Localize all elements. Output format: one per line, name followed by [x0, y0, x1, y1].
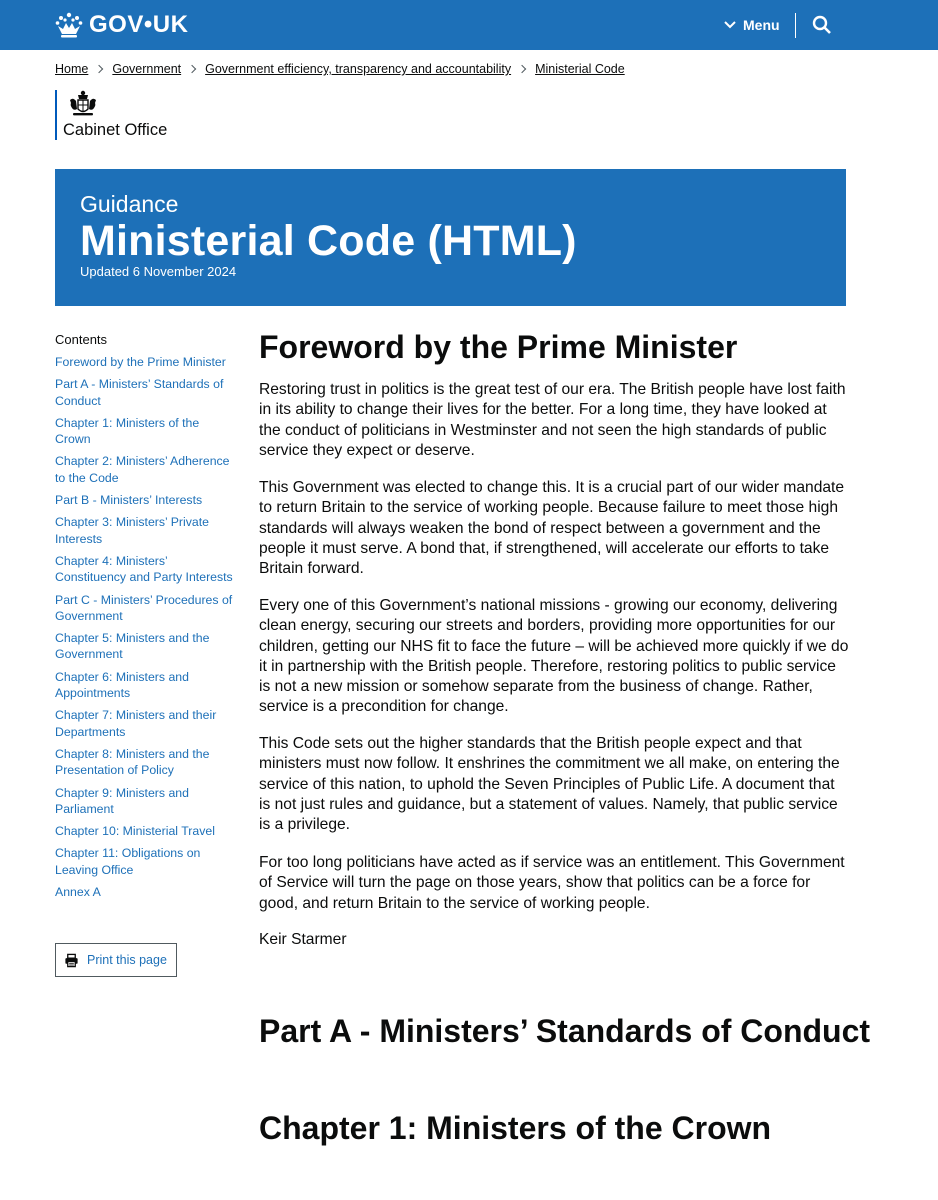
contents-link-chapter-6[interactable]	[55, 669, 235, 702]
contents-sidebar	[55, 332, 235, 906]
breadcrumb-government-link[interactable]: Government	[112, 62, 182, 76]
printer-icon	[64, 953, 79, 968]
contents-link-part-c[interactable]	[55, 592, 235, 625]
document-type: Guidance	[80, 191, 179, 217]
contents-link-label: Part A - Ministers’ Standards of Conduct	[55, 377, 224, 408]
contents-link-label: Chapter 6: Ministers and Appointments	[55, 669, 189, 701]
foreword-paragraph: This Code sets out the higher standards that the British people expect and that ministers must now follow. It enshrines the commitment we all make, on entering the service of this nation, to uphold the Seven Principles of Public Life. A document that is not just rules and guidance, but a statement of values. Namely, that public service is a privilege.	[259, 735, 840, 834]
contents-link-chapter-7[interactable]	[55, 707, 235, 740]
foreword-paragraph: For too long politicians have acted as if service was an entitlement. This Government of Service will turn the page on those years, show that politics can be a force for good, and return Britain to the service of working people.	[259, 854, 845, 912]
contents-link-label: Chapter 9: Ministers and Parliament	[55, 785, 189, 816]
contents-link-part-a[interactable]	[55, 376, 235, 409]
contents-link-label: Chapter 11: Obligations on Leaving Office	[55, 846, 201, 877]
contents-link-foreword[interactable]	[55, 354, 235, 370]
contents-link-label: Chapter 3: Ministers’ Private Interests	[55, 515, 209, 546]
royal-arms-icon	[67, 90, 99, 118]
contents-link-chapter-4[interactable]	[55, 553, 235, 586]
header-divider	[795, 13, 796, 38]
breadcrumb-home-link[interactable]: Home	[55, 62, 89, 76]
contents-link-label: Chapter 10: Ministerial Travel	[55, 824, 215, 839]
logo-text: GOV•UK	[89, 11, 189, 38]
search-button[interactable]	[810, 13, 834, 37]
updated-date: Updated 6 November 2024	[80, 264, 237, 279]
contents-link-label: Part B - Ministers’ Interests	[55, 493, 203, 508]
chevron-right-icon	[518, 65, 526, 73]
contents-link-chapter-11[interactable]	[55, 845, 235, 878]
contents-link-label: Chapter 5: Ministers and the Government	[55, 631, 210, 662]
contents-link-label: Part C - Ministers’ Procedures of Government	[55, 592, 233, 623]
contents-link-label: Chapter 2: Ministers’ Adherence to the Code	[55, 454, 230, 485]
breadcrumb-ministerial-code-link[interactable]: Ministerial Code	[535, 62, 625, 76]
contents-list	[55, 354, 235, 900]
govuk-logo-link[interactable]	[55, 10, 188, 40]
crown-icon	[55, 12, 83, 38]
chevron-down-icon	[724, 21, 736, 29]
contents-link-label: Chapter 1: Ministers of the Crown	[55, 415, 200, 447]
foreword-signature: Keir Starmer	[259, 931, 347, 948]
part-a-heading: Part A - Ministers’ Standards of Conduct	[259, 1013, 871, 1049]
organisation-logo-link[interactable]	[55, 90, 167, 140]
contents-link-chapter-3[interactable]	[55, 514, 235, 547]
contents-link-label: Chapter 7: Ministers and their Departments	[55, 708, 217, 739]
print-page-label: Print this page	[87, 953, 167, 967]
breadcrumb-efficiency-link[interactable]: Government efficiency, transparency and accountability	[205, 62, 512, 76]
contents-link-label: Chapter 8: Ministers and the Presentation of Policy	[55, 746, 210, 778]
chevron-right-icon	[188, 65, 196, 73]
page-title: Ministerial Code (HTML)	[80, 217, 577, 265]
contents-link-chapter-10[interactable]	[55, 823, 235, 839]
foreword-paragraph: Every one of this Government’s national missions - growing our economy, delivering clean energy, securing our streets and borders, providing more opportunities for our children, getting our NHS fit to face the future – will be achieved more quickly if we do it in partnership with the British people. Therefore, restoring politics to public service is not a new mission or somehow separate from the business of change. Rather, service is a precondition for change.	[259, 597, 849, 716]
title-banner	[55, 169, 846, 306]
contents-link-chapter-5[interactable]	[55, 630, 235, 663]
contents-link-label: Annex A	[55, 885, 101, 900]
chevron-right-icon	[95, 65, 103, 73]
contents-link-chapter-8[interactable]	[55, 746, 235, 779]
organisation-name: Cabinet Office	[63, 121, 168, 139]
search-icon	[810, 13, 834, 37]
contents-link-part-b[interactable]	[55, 492, 235, 508]
contents-link-label: Chapter 4: Ministers’ Constituency and Party Interests	[55, 553, 233, 585]
foreword-paragraph: This Government was elected to change this. It is a crucial part of our wider mandate to return Britain to the service of working people. Because failure to meet those high standards will always weaken the bond of respect between a government and the people it must serve. A bond that, if strengthened, will accelerate our efforts to take Britain forward.	[259, 479, 845, 578]
site-header	[0, 0, 938, 50]
breadcrumb	[55, 62, 625, 76]
contents-link-label: Foreword by the Prime Minister	[55, 355, 226, 369]
print-page-button[interactable]	[55, 943, 177, 977]
contents-link-chapter-9[interactable]	[55, 785, 235, 818]
contents-title: Contents	[55, 332, 108, 347]
menu-label: Menu	[743, 17, 780, 33]
foreword-paragraph: Restoring trust in politics is the great test of our era. The British people have lost faith in its ability to change their lives for the better. For a long time, they have looked at the conduct of politicians in Westminster and not seen the high standards of public service they expect or deserve.	[259, 381, 846, 459]
menu-button[interactable]	[724, 14, 780, 36]
chapter-1-heading: Chapter 1: Ministers of the Crown	[259, 1110, 772, 1146]
contents-link-annex-a[interactable]	[55, 884, 235, 900]
foreword-heading: Foreword by the Prime Minister	[259, 329, 738, 365]
contents-link-chapter-2[interactable]	[55, 453, 235, 486]
contents-link-chapter-1[interactable]	[55, 415, 235, 448]
